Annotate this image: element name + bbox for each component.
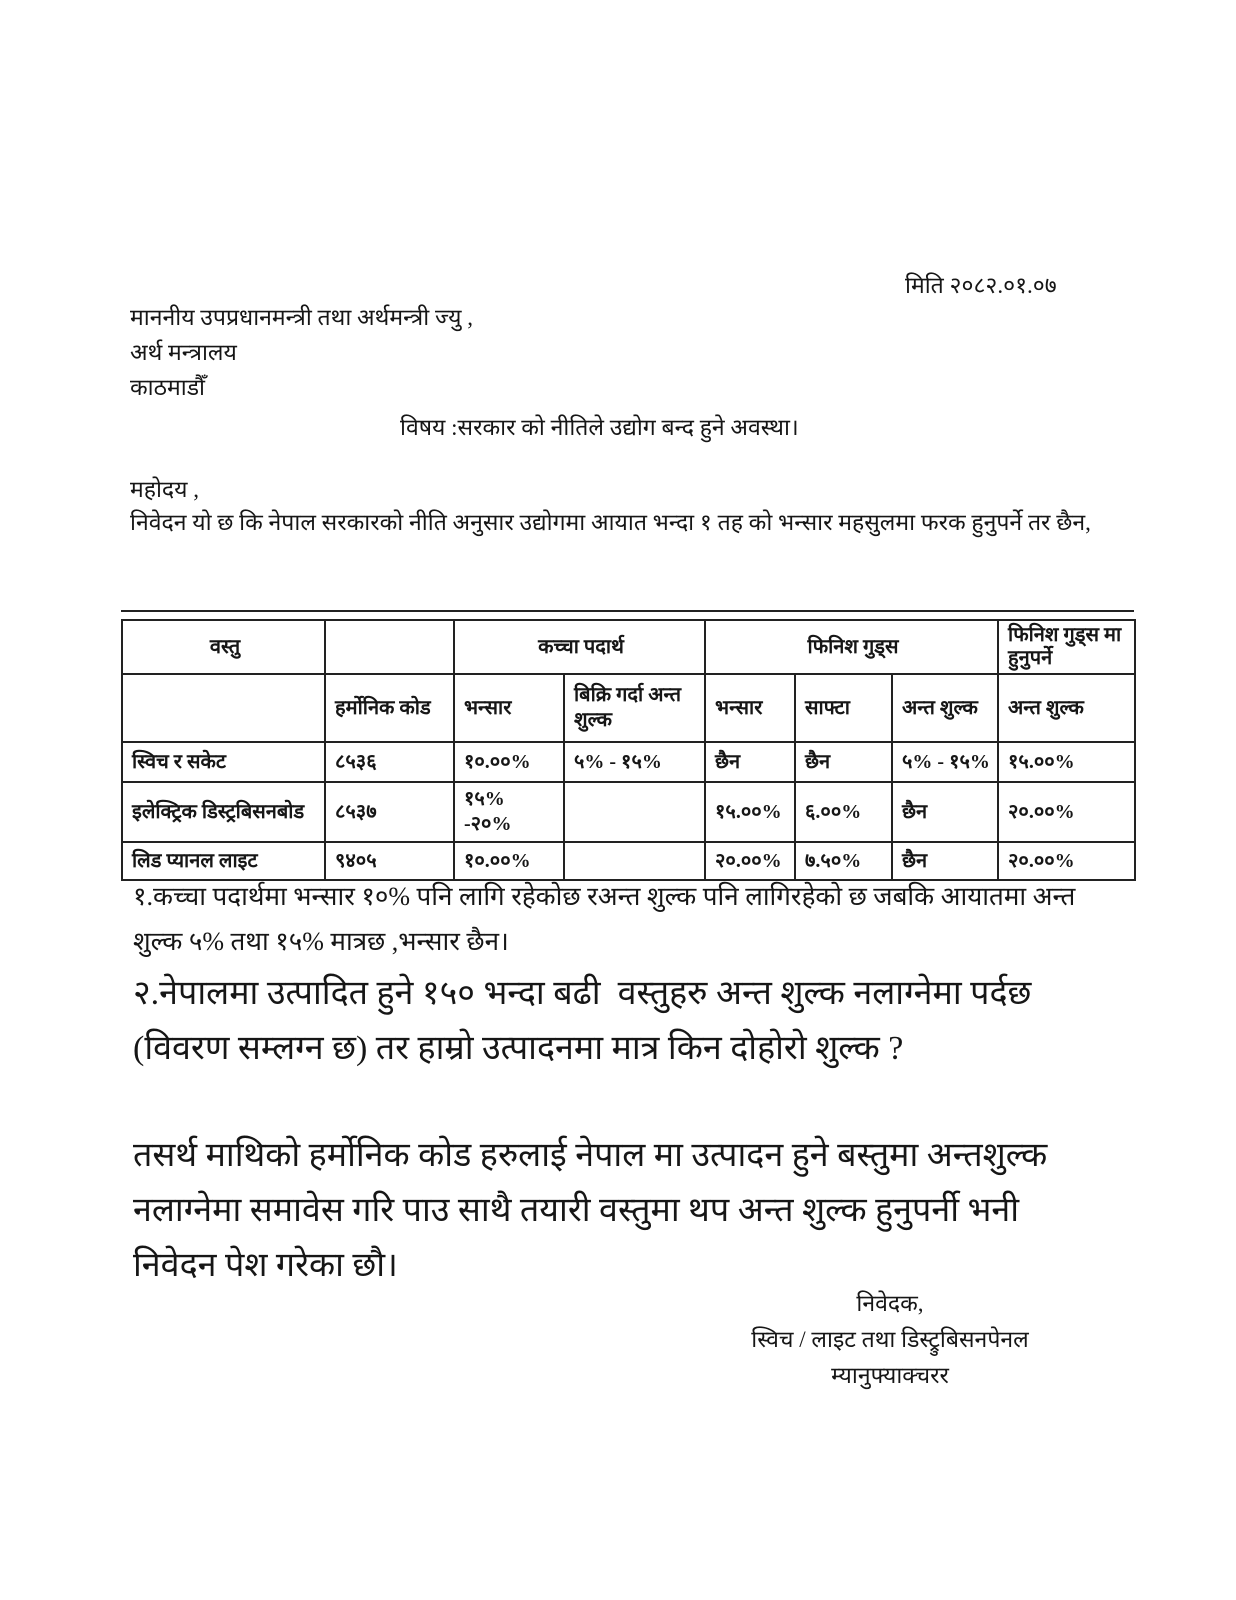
addressee-block (130, 300, 473, 405)
subheader-harmonic-code: हर्मोनिक कोड (325, 674, 454, 742)
table-cell: ८५३७ (325, 782, 454, 842)
table-cell: २०.००% (998, 782, 1135, 842)
table-cell: लिड प्यानल लाइट (122, 842, 325, 880)
subheader-excise-required: अन्त शुल्क (998, 674, 1135, 742)
subheader-customs-fg: भन्सार (705, 674, 795, 742)
table-cell: ५% - १५% (564, 742, 705, 782)
table-cell: १५.००% (705, 782, 795, 842)
subject-line: विषय :सरकार को नीतिले उद्योग बन्द हुने अवस्था। (400, 415, 799, 440)
table-cell: स्विच र सकेट (122, 742, 325, 782)
col-group-raw-material: कच्चा पदार्थ (454, 620, 705, 674)
table-cell: छैन (892, 842, 998, 880)
table-cell: ६.००% (795, 782, 892, 842)
body-point-2: २.नेपालमा उत्पादित हुने १५० भन्दा बढी वस्तुहरु अन्त शुल्क नलाग्नेमा पर्दछ (विवरण सम्लग्न छ) तर हाम्रो उत्पादनमा मात्र किन दोहोरो शुल्क ? (133, 975, 1040, 1067)
table-row (122, 742, 1135, 782)
table-cell: १०.००% (454, 842, 564, 880)
signature-line-1: निवेदक, (856, 1291, 924, 1316)
signature-line-2: स्विच / लाइट तथा डिस्ट्रुबिसनपेनल (751, 1327, 1029, 1352)
table-cell: १०.००% (454, 742, 564, 782)
subheader-excise-fg: अन्त शुल्क (892, 674, 998, 742)
subheader-customs-raw: भन्सार (454, 674, 564, 742)
addressee-line-2: अर्थ मन्त्रालय (130, 340, 237, 365)
subheader-empty (122, 674, 325, 742)
addressee-line-1: माननीय उपप्रधानमन्त्री तथा अर्थमन्त्री ज्यु , (130, 305, 473, 330)
salutation: महोदय , (130, 477, 199, 502)
signature-block (610, 1286, 1170, 1394)
table-cell: २०.००% (705, 842, 795, 880)
table-cell: छैन (892, 782, 998, 842)
subheader-excise-on-sale: बिक्रि गर्दा अन्त शुल्क (564, 674, 705, 742)
letter-date: मिति २०८२.०१.०७ (905, 273, 1057, 298)
table-cell (564, 782, 705, 842)
subheader-safta: साफ्टा (795, 674, 892, 742)
body-conclusion: तसर्थ माथिको हर्मोनिक कोड हरुलाई नेपाल मा उत्पादन हुने बस्तुमा अन्तशुल्क नलाग्नेमा समावेस गरि पाउ साथै तयारी वस्तुमा थप अन्त शुल्क हुनुपर्नी भनी निवेदन पेश गरेका छौ। (133, 1137, 1056, 1284)
table-cell: ९४०५ (325, 842, 454, 880)
tariff-table (121, 619, 1136, 881)
table-cell: इलेक्ट्रिक डिस्ट्रबिसनबोड (122, 782, 325, 842)
body-point-1: १.कच्चा पदार्थमा भन्सार १०% पनि लागि रहेकोछ रअन्त शुल्क पनि लागिरहेको छ जबकि आयातमा अन्त शुल्क ५% तथा १५% मात्रछ ,भन्सार छैन। (133, 882, 1082, 956)
table-cell: २०.००% (998, 842, 1135, 880)
signature-line-3: म्यानुफ्याक्चरर (831, 1363, 949, 1388)
table-cell: १५% -२०% (454, 782, 564, 842)
table-cell: ७.५०% (795, 842, 892, 880)
table-top-rule (121, 610, 1134, 612)
table-cell: १५.००% (998, 742, 1135, 782)
addressee-line-3: काठमाडौँ (130, 375, 205, 400)
col-header-empty (325, 620, 454, 674)
intro-paragraph: निवेदन यो छ कि नेपाल सरकारको नीति अनुसार उद्योगमा आयात भन्दा १ तह को भन्सार महसुलमा फरक हुनुपर्ने तर छैन, (130, 510, 1091, 535)
col-group-finished-goods-required: फिनिश गुड्स मा हुनुपर्ने (998, 620, 1135, 674)
table-cell: छैन (795, 742, 892, 782)
table-cell: छैन (705, 742, 795, 782)
table-cell: ५% - १५% (892, 742, 998, 782)
table-sub-header-row (122, 674, 1135, 742)
col-header-item: वस्तु (122, 620, 325, 674)
table-cell: ८५३६ (325, 742, 454, 782)
table-row (122, 782, 1135, 842)
table-group-header-row (122, 620, 1135, 674)
col-group-finished-goods: फिनिश गुड्स (705, 620, 998, 674)
